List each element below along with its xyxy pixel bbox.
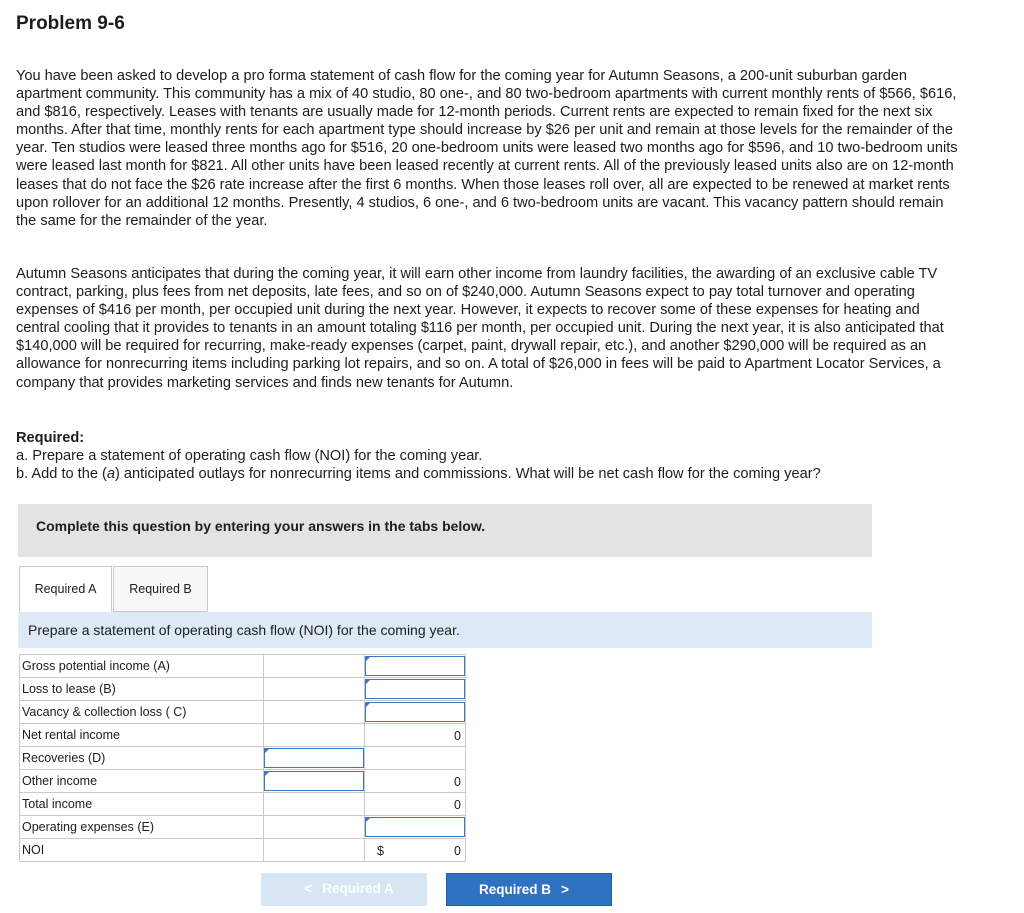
prev-tab-button[interactable]: < Required A xyxy=(261,873,427,906)
table-row xyxy=(20,770,466,793)
net-rental-income-value: 0 xyxy=(365,724,466,747)
problem-paragraph-2: Autumn Seasons anticipates that during the coming year, it will earn other income from laundry facilities, the awarding of an exclusive cable TV contract, parking, plus fees from net deposits, late fees, and so on of $240,000. Autumn Seasons expect to pay total turnover and operating expenses of $416 per month, per occupied unit during the next year. However, it expects to recover some of these expenses for heating and central cooling that it provides to tenants in an amount totaling $116 per month, per occupied unit. During the next year, it is also anticipated that $140,000 will be required for recurring, make-ready expenses (carpet, paint, drywall repair, etc.), and another $290,000 will be required as an allowance for nonrecurring items including parking lot repairs, and so on. A total of $26,000 in fees will be paid to Apartment Locator Services, a company that provides marketing services and finds new tenants for Autumn. xyxy=(16,266,944,391)
row-label: Recoveries (D) xyxy=(20,747,264,770)
table-row xyxy=(20,793,466,816)
required-heading: Required: xyxy=(16,430,85,446)
tab-required-b[interactable]: Required B xyxy=(113,566,208,612)
total-income-value: 0 xyxy=(365,793,466,816)
loss-to-lease-input[interactable] xyxy=(365,678,466,701)
required-a-text: a. Prepare a statement of operating cash flow (NOI) for the coming year. xyxy=(16,448,483,465)
chevron-left-icon: < xyxy=(304,881,313,896)
noi-statement-table xyxy=(19,654,466,862)
value-cell-col1 xyxy=(264,655,365,678)
row-label: Vacancy & collection loss ( C) xyxy=(20,701,264,724)
next-tab-button[interactable]: Required B > xyxy=(446,873,612,906)
value-cell-col2 xyxy=(365,747,466,770)
table-row xyxy=(20,839,466,862)
value-cell-col1 xyxy=(264,793,365,816)
required-section xyxy=(16,429,821,483)
problem-paragraph-1: You have been asked to develop a pro forma statement of cash flow for the coming year for Autumn Seasons, a 200-unit suburban garden apartment community. This community has a mix of 40 studio, 80 one-, and 80 two-bedroom apartments with current monthly rents of $566, $616, and $816, respectively. Leases with tenants are usually made for 12-month periods. Current rents are expected to remain fixed for the next six months. After that time, monthly rents for each apartment type should increase by $26 per unit and remain at those levels for the remainder of the year. Ten studios were leased three months ago for $516, 20 one-bedroom units were leased two months ago for $596, and 10 two-bedroom units were leased last month for $821. All other units have been leased recently at current rents. All of the previously leased units also are on 12-month leases that do not face the $26 rate increase after the first 6 months. When those leases roll over, all are expected to be renewed at market rents upon rollover for an additional 12 months. Presently, 4 studios, 6 one-, and 6 two-bedroom units are vacant. This vacancy pattern should remain the same for the remainder of the year. xyxy=(16,68,958,229)
value-cell-col1 xyxy=(264,816,365,839)
row-label: Loss to lease (B) xyxy=(20,678,264,701)
table-row xyxy=(20,724,466,747)
row-label: Other income xyxy=(20,770,264,793)
row-label: Net rental income xyxy=(20,724,264,747)
noi-value: $ 0 xyxy=(365,839,466,862)
table-row xyxy=(20,655,466,678)
row-label: Operating expenses (E) xyxy=(20,816,264,839)
table-row xyxy=(20,816,466,839)
table-row xyxy=(20,747,466,770)
required-b-text: b. Add to the (a) anticipated outlays for nonrecurring items and commissions. What will be net cash flow for the coming year? xyxy=(16,466,821,483)
table-row xyxy=(20,701,466,724)
row-label: NOI xyxy=(20,839,264,862)
value-cell-col1 xyxy=(264,701,365,724)
value-cell-col1 xyxy=(264,839,365,862)
operating-expenses-input[interactable] xyxy=(365,816,466,839)
row-label: Total income xyxy=(20,793,264,816)
tab-required-a[interactable]: Required A xyxy=(19,566,112,612)
recoveries-input[interactable] xyxy=(264,747,365,770)
currency-symbol: $ xyxy=(377,844,384,858)
tab-prompt: Prepare a statement of operating cash flow (NOI) for the coming year. xyxy=(18,612,872,648)
gross-potential-income-input[interactable] xyxy=(365,655,466,678)
value-cell-col1 xyxy=(264,724,365,747)
other-income-value: 0 xyxy=(365,770,466,793)
instructions-banner: Complete this question by entering your answers in the tabs below. xyxy=(18,504,872,557)
vacancy-collection-loss-input[interactable] xyxy=(365,701,466,724)
table-row xyxy=(20,678,466,701)
problem-title: Problem 9-6 xyxy=(16,13,125,34)
row-label: Gross potential income (A) xyxy=(20,655,264,678)
value-cell-col1 xyxy=(264,678,365,701)
chevron-right-icon: > xyxy=(561,882,569,897)
other-income-input[interactable] xyxy=(264,770,365,793)
